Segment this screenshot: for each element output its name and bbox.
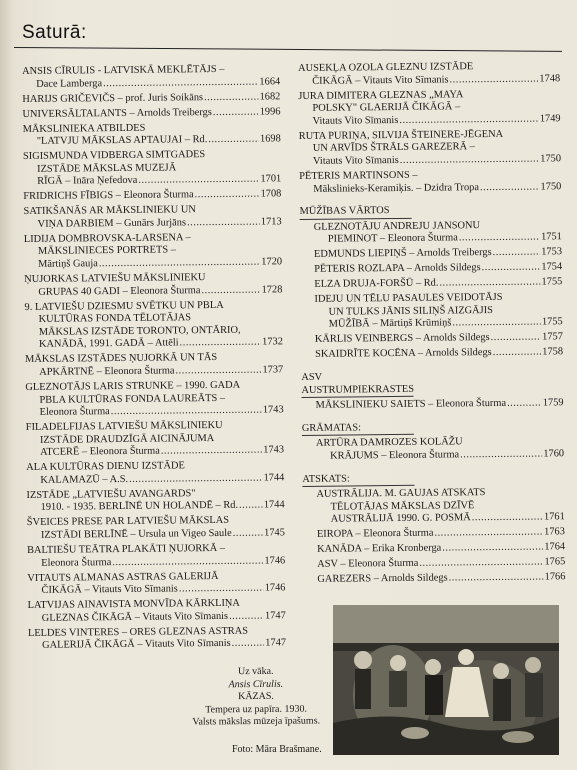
toc-entry-text: ATCERĒ – Eleonora Šturma (39, 445, 160, 459)
page-number: 1747 (264, 610, 286, 622)
toc-entry-text: PĒTERIS MARTINSONS – (299, 169, 418, 182)
toc-entry-text: POLSKY" GLAERIJĀ ČIKĀGĀ – (312, 101, 461, 115)
page-number: 1757 (542, 331, 563, 343)
toc-entry-text: UN TULKS JĀNIS SILIŅŠ AIZGĀJIS (328, 304, 494, 318)
toc-entry-text: GLEZNOTĀJU ANDREJU JANSONU (313, 219, 481, 233)
toc-entry-text: GRUPAS 40 GADI – Eleonora Šturma (38, 284, 201, 298)
toc-entry-text: Eleonora Šturma (41, 556, 112, 569)
dot-leader (204, 91, 259, 104)
toc-entry-line (317, 512, 565, 527)
toc-entry-text: ŅUJORKAS LATVIEŠU MĀKSLINIEKU (24, 272, 206, 286)
page-number: 1753 (541, 246, 563, 258)
dot-leader (213, 106, 259, 119)
toc-entry-line (316, 397, 564, 412)
toc-entry (314, 276, 562, 291)
toc-entry-text: Dace Lamberga (36, 77, 103, 90)
page-number: 1754 (541, 261, 563, 273)
toc-entry-text: SIGISMUNDA VIDBERGA SIMTGADES (22, 149, 206, 163)
toc-entry (317, 542, 565, 557)
toc-entry-line (315, 332, 563, 347)
page-number: 1713 (260, 216, 282, 228)
dot-leader (480, 181, 540, 194)
toc-section (302, 420, 564, 464)
toc-entry-line (314, 276, 562, 291)
toc-entry-text: KALAMAZŪ – A.S. (40, 473, 129, 486)
toc-entry (25, 379, 283, 419)
dot-leader (449, 572, 544, 586)
toc-entry-text: IZSTĀDE DRAUDZĪGĀ AICINĀJUMA (39, 432, 215, 446)
page-number: 1737 (262, 364, 284, 376)
page-number: 1764 (544, 541, 566, 553)
page-number: 1720 (261, 256, 283, 268)
toc-entry-text: ARTŪRA DAMROZES KOLĀŽU (315, 436, 463, 450)
toc-entry (24, 271, 282, 299)
toc-entry-text: Vitauts Vito Sīmanis (312, 114, 399, 127)
toc-entry-text: MĀKSLAS IZSTĀDES ŅUJORKĀ UN TĀS (25, 352, 218, 366)
caption-artist: Ansis Cīrulis. (228, 678, 284, 690)
toc-entry-text: IDEJU UN TĒLU PASAULES VEIDOTĀJS (314, 292, 503, 306)
toc-entry-text: IZSTĀDE „LATVIEŠU AVANGARDS" (26, 488, 196, 501)
toc-entry-text: Mākslinieks-Keramiķis. – Dzidra Tropa (313, 181, 480, 195)
toc-entry-text: KANĀDĀ, 1991. GADĀ – Attēli (38, 337, 179, 351)
toc-entry-text: 9. LATVIEŠU DZIESMU SVĒTKU UN PBLA (24, 299, 224, 313)
page-number: 1698 (259, 133, 281, 145)
toc-entry-text: SATIKŠANĀS AR MĀKSLINIEKU UN (23, 204, 196, 218)
dot-leader (201, 284, 260, 297)
dot-leader (452, 317, 541, 331)
toc-entry-line (27, 527, 285, 542)
page-number: 1760 (543, 448, 565, 460)
toc-entry (28, 597, 286, 625)
toc-entry (23, 121, 281, 149)
page-number: 1743 (262, 404, 284, 416)
toc-entry (26, 487, 284, 515)
toc-entry-line (314, 262, 562, 277)
toc-entry-text: ČIKĀGĀ – Vitauts Vito Sīmanis (41, 583, 178, 597)
page-number: 1682 (259, 90, 281, 103)
page-number: 1748 (539, 72, 561, 85)
toc-entry-line (315, 347, 563, 362)
page-number: 1745 (264, 527, 285, 539)
toc-entry (317, 527, 565, 542)
toc-entry-line (26, 404, 284, 419)
toc-entry-line (28, 610, 286, 625)
cover-painting-image (333, 605, 559, 755)
toc-entry-text: IZSTĀDI BERLĪNĒ – Ursula un Vigeo Saule (40, 527, 232, 541)
dot-leader (208, 134, 259, 147)
page-number: 1664 (259, 75, 281, 88)
dot-leader (449, 73, 538, 87)
dot-leader (161, 445, 263, 459)
dot-leader (180, 337, 262, 350)
cover-caption (188, 665, 325, 729)
toc-right-column (298, 60, 565, 589)
toc-entry-text: SKAIDRĪTE KOCĒNA – Arnolds Sildegs (314, 347, 492, 361)
toc-entry-text: UN ARVĪDS ŠTRĀLS GAREZERĀ – (312, 141, 475, 155)
toc-entry-text: ASV – Eleonora Šturma (317, 558, 419, 571)
toc-entry-text: "LATVJU MĀKSLAS APTAUJAI – Rd. (36, 134, 208, 147)
caption-medium: Tempera uz papīra. 1930. (205, 703, 308, 715)
toc-entry (317, 571, 565, 586)
section-heading: MŪŽĪBAS VĀRTOS (299, 205, 411, 220)
toc-entry-line (24, 284, 282, 299)
toc-entry-line (27, 555, 285, 570)
toc-entry (23, 204, 281, 232)
dot-leader (111, 405, 262, 419)
caption-title: KĀZAS. (238, 690, 274, 703)
toc-entry (315, 347, 563, 362)
page-number: 1744 (263, 499, 285, 511)
toc-entry (27, 542, 285, 570)
dot-leader (419, 557, 543, 571)
toc-entry-line (317, 557, 565, 572)
page-number: 1765 (544, 556, 566, 568)
dot-leader (179, 583, 264, 596)
toc-entry-line (23, 133, 281, 148)
page-number: 1750 (540, 153, 562, 165)
page-number: 1751 (540, 231, 562, 243)
dot-leader (99, 257, 261, 271)
toc-entry (24, 299, 283, 352)
toc-entry (23, 189, 281, 204)
page-number: 1750 (540, 180, 562, 192)
page-number: 1746 (264, 554, 286, 567)
page-number: 1996 (259, 105, 281, 118)
toc-entry-text: ALA KULTŪRAS DIENU IZSTĀDE (26, 460, 185, 474)
section-heading: GRĀMATAS: (302, 422, 414, 437)
toc-entry (316, 436, 564, 464)
toc-entry (299, 168, 561, 196)
toc-entry-line (27, 500, 285, 515)
toc-entry-text: AUSEKĻA OZOLA GLEZNU IZSTĀDE (298, 61, 474, 74)
toc-entry (314, 247, 562, 262)
dot-leader (232, 638, 265, 651)
title-divider (14, 47, 562, 52)
toc-entry-text: ŠVEICES PRESE PAR LATVIEŠU MĀKSLAS (26, 515, 230, 529)
toc-section (299, 203, 563, 362)
dot-leader (187, 216, 260, 229)
page-number: 1755 (541, 276, 563, 288)
toc-entry-text: ELZA DRUJA-FORŠŪ – Rd. (314, 277, 439, 291)
toc-entry-line (315, 317, 563, 332)
page-title: Saturā: (22, 22, 87, 43)
toc-entry-line (23, 189, 281, 204)
toc-entry-text: MĀKSLINIEKA ATBILDES (22, 122, 146, 135)
toc-entry (314, 291, 562, 331)
toc-entry-text: Eleonora Šturma (39, 406, 110, 418)
toc-entry-text: GALERIJĀ ČIKĀGĀ – Vitauts Vito Sīmanis (42, 638, 231, 652)
toc-entry (22, 91, 280, 106)
toc-entry-line (316, 448, 564, 463)
toc-entry (317, 557, 565, 572)
toc-entry (22, 63, 280, 91)
toc-entry (298, 88, 560, 129)
toc-entry-text: FRIDRICHS FĪBIGS – Eleonora Šturma (23, 189, 194, 203)
section-heading: ATSKATS: (302, 472, 414, 487)
toc-entry-text: IZSTĀDE MĀKSLAS MUZEJĀ (37, 162, 177, 175)
dot-leader (112, 555, 263, 569)
section-heading: ASV AUSTRUMPIEKRASTES (301, 371, 413, 398)
toc-entry-text: AUSTRĀLIJĀ 1990. G. POSMĀ (330, 512, 471, 526)
toc-entry-text: PBLA KULTŪRAS FONDA LAUREĀTS – (39, 392, 226, 406)
toc-entry-text: HARIJS GRIČEVIČS – prof. Juris Soikāns (22, 91, 204, 105)
toc-entry (23, 148, 281, 188)
toc-section (301, 369, 563, 413)
toc-entry-text: LIDIJA DOMBROVSKA-LARSENA – (23, 232, 191, 245)
toc-entry-text: MĀKSLINIEKU SAIETS – Eleonora Šturma (315, 398, 507, 412)
toc-entry-line (26, 472, 284, 487)
dot-leader (195, 189, 260, 202)
page-number: 1747 (265, 637, 287, 649)
toc-entry-text: GLEZNOTĀJS LARIS STRUNKE – 1990. GADA (25, 379, 241, 393)
toc-entry-line (298, 73, 560, 88)
toc-entry (315, 332, 563, 347)
toc-entry-line (317, 571, 565, 586)
toc-entry-text: VITAUTS ALMANAS ASTRAS GALERIJĀ (27, 570, 219, 584)
dot-leader (459, 232, 540, 245)
toc-entry-line (26, 445, 284, 460)
toc-entry (24, 231, 282, 271)
toc-entry (299, 128, 561, 169)
toc-entry-text: BALTIEŠU TEĀTRA PLAKĀTI ŅUJORKĀ – (27, 542, 226, 557)
page-number: 1743 (263, 444, 285, 456)
toc-entry (22, 106, 280, 121)
toc-entry-text: PIEMINOT – Eleonora Šturma (327, 232, 458, 245)
toc-entry (25, 352, 283, 380)
page-number: 1744 (263, 472, 285, 484)
toc-entry-text: UNIVERSĀLTALANTS – Arnolds Treibergs (22, 106, 212, 120)
page-number: 1749 (539, 113, 561, 125)
toc-entry-text: MĀKSLINIECES PORTRETS – (37, 244, 176, 258)
dot-leader (460, 448, 542, 461)
dot-leader (472, 512, 543, 525)
toc-entry-text: LATVIJAS AINAVISTA MONVĪDA KĀRKLIŅA (27, 597, 240, 612)
toc-entry (314, 262, 562, 277)
toc-entry-text: MŪŽĪBĀ – Mārtiņš Krūmiņš (328, 317, 452, 331)
dot-leader (229, 610, 264, 623)
toc-entry-text: JURA DIMITERA GLEZNAS „MAYA (298, 88, 464, 102)
toc-entry-text: VIŅA DARBIEM – Gunārs Jurjāns (37, 217, 187, 230)
dot-leader (493, 247, 541, 260)
dot-leader (239, 500, 263, 513)
toc-entry-line (317, 542, 565, 557)
toc-section (302, 471, 565, 587)
page-number: 1766 (544, 571, 566, 583)
toc-left-column (22, 63, 286, 655)
toc-entry (26, 460, 284, 488)
toc-entry-line (27, 582, 285, 597)
page-number: 1755 (541, 316, 563, 328)
toc-entry-text: FILADELFIJAS LATVIEŠU MĀKSLINIEKU (25, 420, 223, 434)
toc-entry-text: Mārtiņš Gauja (38, 258, 98, 270)
dot-leader (138, 174, 259, 188)
dot-leader (129, 472, 263, 486)
toc-entry-text: ČIKĀGĀ – Vitauts Vito Sīmanis (312, 74, 449, 87)
toc-entry-line (24, 216, 282, 231)
dot-leader (175, 364, 261, 377)
toc-entry-line (22, 106, 280, 121)
caption-line: Uz vāka. (237, 665, 274, 678)
dot-leader (103, 76, 258, 90)
toc-entry-line (317, 527, 565, 542)
toc-entry-text: KULTŪRAS FONDA TĒLOTĀJAS (38, 312, 192, 326)
dot-leader (493, 347, 542, 360)
toc-entry-text: ANSIS CĪRULIS - LATVISKĀ MEKLĒTĀJS – (22, 63, 225, 77)
toc-entry-line (24, 256, 282, 271)
toc-entry-text: KANĀDA – Erika Kronberga (317, 542, 442, 556)
dot-leader (233, 528, 264, 541)
toc-entry-text: AUSTRĀLIJA. M. GAUJAS ATSKATS (316, 487, 486, 500)
dot-leader (434, 527, 543, 541)
page-number: 1758 (542, 346, 564, 358)
toc-entry (27, 515, 285, 543)
dot-leader (399, 113, 539, 127)
toc-entry (26, 419, 284, 459)
toc-entry-line (314, 232, 562, 247)
toc-entry-text: EDMUNDS LIEPIŅŠ – Arnolds Treibergs (313, 247, 492, 261)
page-number: 1728 (261, 283, 283, 296)
toc-entry-line (299, 113, 561, 128)
dot-leader (442, 542, 543, 556)
page-number: 1759 (542, 397, 564, 409)
toc-entry-text: MĀKSLAS IZSTĀDE TORONTO, ONTĀRIO, (38, 324, 241, 338)
page-number: 1761 (543, 511, 565, 523)
toc-entry-line (25, 364, 283, 379)
toc-entry (316, 486, 564, 526)
toc-entry-line (22, 91, 280, 106)
toc-entry-text: LELDES VINTERES – ORES GLEZNAS ASTRAS (27, 625, 249, 639)
toc-entry-line (23, 174, 281, 189)
toc-entry-text: GAREZERS – Arnolds Sildegs (317, 572, 448, 586)
page-number: 1746 (264, 582, 286, 594)
toc-entry-text: Vitauts Vito Sīmanis (312, 154, 399, 167)
toc-entry-text: RUTA PURIŅA, SILVIJA ŠTEINERE-JĒGENA (298, 128, 504, 142)
toc-entry (316, 397, 564, 412)
dot-leader (400, 153, 540, 167)
toc-entry-text: 1910. - 1935. BERLĪNĒ UN HOLANDĒ – Rd. (40, 500, 239, 514)
dot-leader (491, 332, 542, 345)
page-number: 1701 (260, 173, 282, 185)
toc-entry-line (299, 181, 561, 196)
toc-entry-text: KĀRLIS VEINBERGS – Arnolds Sildegs (314, 332, 490, 346)
toc-entry (27, 570, 285, 598)
toc-entry-text: APKĀRTNĒ – Eleonora Šturma (39, 365, 175, 378)
toc-entry-line (299, 153, 561, 168)
caption-owner: Valsts mākslas mūzeja īpašums. (192, 715, 321, 728)
toc-entry-text: RĪGĀ – Ināra Ņefedova (37, 175, 138, 188)
page-number: 1708 (260, 188, 282, 200)
toc-entry (28, 625, 286, 653)
dot-leader (439, 277, 540, 291)
toc-entry-line (314, 247, 562, 262)
page-number: 1763 (544, 526, 565, 538)
toc-entry-text: EIROPA – Eleonora Šturma (316, 527, 434, 541)
toc-entry-text: GLEZNAS ČIKĀGĀ – Vitauts Vito Sīmanis (41, 610, 229, 624)
toc-entry (298, 60, 560, 88)
toc-entry-line (25, 337, 283, 352)
toc-entry-text: PĒTERIS ROZLAPA – Arnolds Sildegs (314, 262, 481, 276)
toc-entry-text: KRĀJUMS – Eleonora Šturma (330, 449, 460, 462)
toc-entry-line (22, 76, 280, 91)
page-number: 1732 (262, 336, 283, 348)
toc-entry-text: TĒLOTĀJAS MĀKSLAS DZĪVĒ (330, 499, 475, 513)
dot-leader (507, 398, 542, 411)
photo-credit: Foto: Māra Brašmane. (232, 744, 322, 755)
dot-leader (482, 262, 541, 275)
toc-entry (314, 219, 562, 247)
toc-entry-line (28, 638, 286, 653)
